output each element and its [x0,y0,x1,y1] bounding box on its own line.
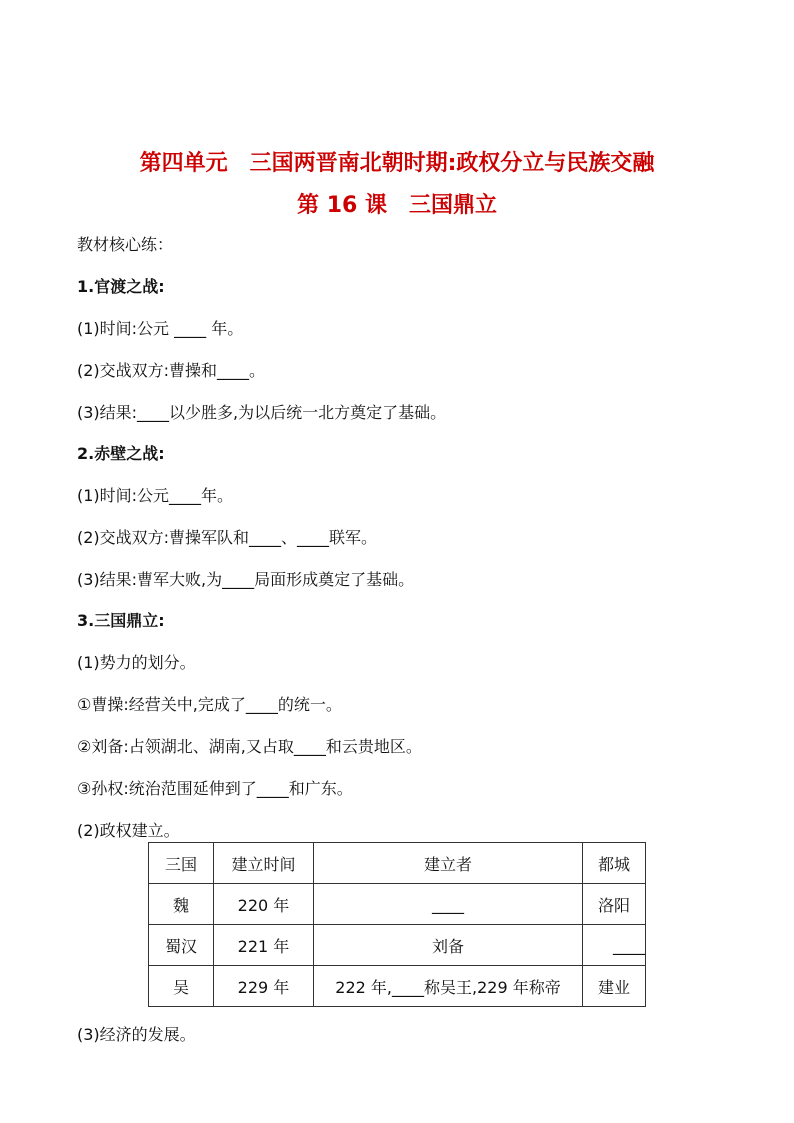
table-row [149,925,646,966]
s3-line-2: ①曹操:经营关中,完成了____的统一。 [77,695,342,714]
s3-line-4: ③孙权:统治范围延伸到了____和广东。 [77,779,353,798]
s3-line-5: (2)政权建立。 [77,821,180,840]
table-cell: 建业 [583,966,646,1007]
table-row [149,966,646,1007]
s2-line-3: (3)结果:曹军大败,为____局面形成奠定了基础。 [77,570,415,589]
table-cell: ____ [583,925,646,966]
table-cell: ____ [314,884,583,925]
table-header-cell: 建立者 [314,843,583,884]
table-cell: 吴 [149,966,214,1007]
table-cell: 蜀汉 [149,925,214,966]
table-header-cell: 三国 [149,843,214,884]
table-cell: 221 年 [214,925,314,966]
s1-line-1: (1)时间:公元 ____ 年。 [77,319,244,338]
table-cell: 洛阳 [583,884,646,925]
s3-line-3: ②刘备:占领湖北、湖南,又占取____和云贵地区。 [77,737,422,756]
unit-title: 第四单元 三国两晋南北朝时期:政权分立与民族交融 [139,151,655,176]
s3-line-6: (3)经济的发展。 [77,1025,196,1044]
section-1-title: 1.官渡之战: [77,277,165,296]
intro-text: 教材核心练： [77,235,174,254]
regimes-table [148,842,646,1007]
table-cell: 222 年,____称吴王,229 年称帝 [314,966,583,1007]
section-2-title: 2.赤壁之战: [77,444,165,463]
s2-line-2: (2)交战双方:曹操军队和____、____联军。 [77,528,378,547]
table-header-cell: 建立时间 [214,843,314,884]
s1-line-2: (2)交战双方:曹操和____。 [77,361,266,380]
table-cell: 229 年 [214,966,314,1007]
s1-line-3: (3)结果:____以少胜多,为以后统一北方奠定了基础。 [77,403,447,422]
table-cell: 220 年 [214,884,314,925]
table-row [149,884,646,925]
s2-line-1: (1)时间:公元____年。 [77,486,234,505]
table-cell: 刘备 [314,925,583,966]
table-header-row [149,843,646,884]
lesson-title: 第 16 课 三国鼎立 [297,193,497,218]
s3-line-1: (1)势力的划分。 [77,653,196,672]
table-header-cell: 都城 [583,843,646,884]
table-cell: 魏 [149,884,214,925]
section-3-title: 3.三国鼎立: [77,611,165,630]
